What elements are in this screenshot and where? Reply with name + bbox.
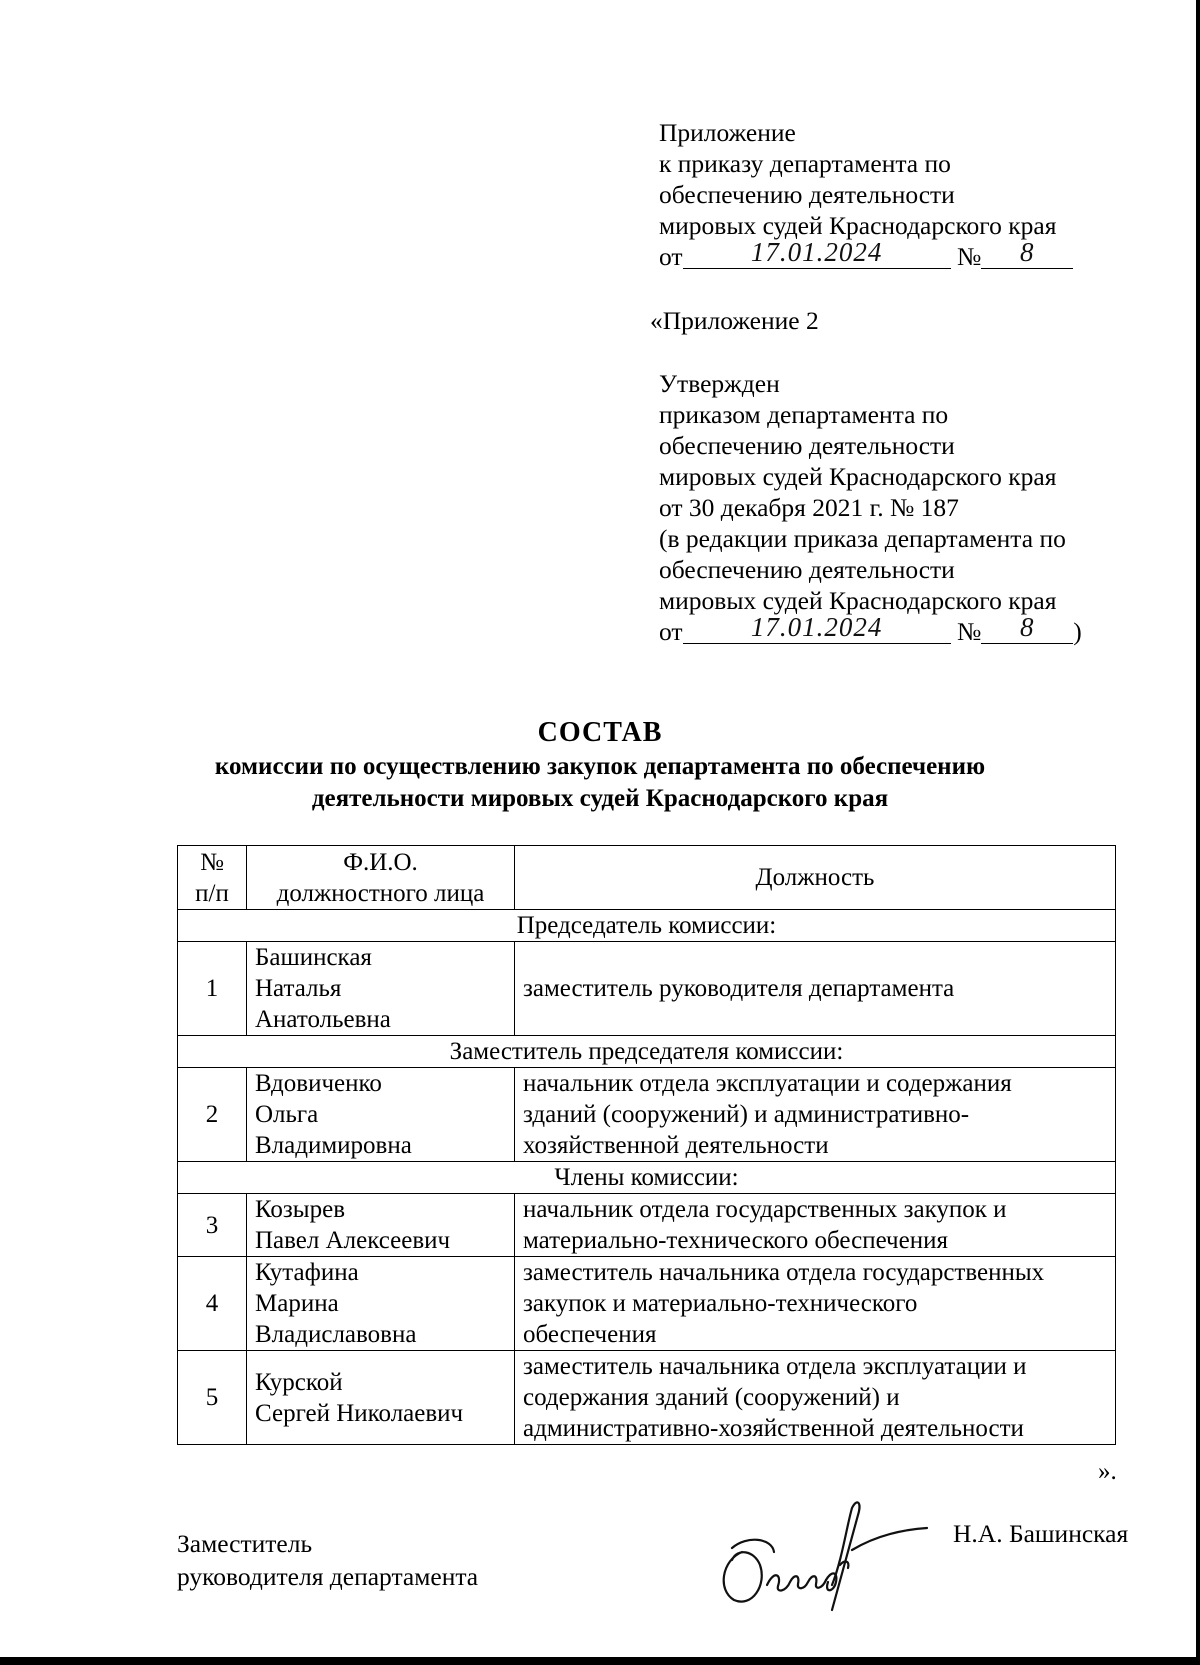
position-line: содержания зданий (сооружений) и: [523, 1384, 900, 1411]
annex2-label: «Приложение 2: [650, 306, 819, 335]
number-field: [981, 237, 1073, 269]
position-line: начальник отдела эксплуатации и содержания: [523, 1070, 1012, 1097]
name-line: Ольга: [255, 1101, 319, 1128]
approval-line: мировых судей Краснодарского края: [659, 586, 1057, 615]
number-prefix: №: [956, 617, 982, 646]
signatory-title-line1: Заместитель: [177, 1529, 313, 1558]
position-line: обеспечения: [523, 1321, 657, 1348]
number-field: [981, 612, 1073, 644]
table-row: [178, 1068, 1116, 1162]
date-prefix: от: [659, 617, 683, 646]
position-line: материально-технического обеспечения: [523, 1227, 948, 1254]
handwritten-signature: [712, 1490, 942, 1615]
closing-paren: ): [1073, 617, 1082, 646]
closing-quote: ».: [1098, 1458, 1117, 1485]
handwritten-number: 8: [1020, 237, 1035, 267]
position-line: зданий (сооружений) и административно-: [523, 1101, 970, 1128]
approval-line: (в редакции приказа департамента по: [659, 524, 1066, 553]
approval-line: обеспечению деятельности: [659, 555, 955, 584]
name-line: Вдовиченко: [255, 1070, 382, 1097]
signatory-title-line2: руководителя департамента: [177, 1562, 479, 1591]
table-row: [178, 1194, 1116, 1257]
document-subtitle-line2: деятельности мировых судей Краснодарского края: [311, 785, 889, 812]
name-line: Анатольевна: [255, 1006, 391, 1033]
member-position: [515, 1068, 1116, 1162]
number-prefix: №: [956, 242, 982, 271]
row-number: 4: [178, 1257, 247, 1351]
annex-line: Приложение: [659, 118, 796, 147]
position-line: начальник отдела государственных закупок и: [523, 1196, 1007, 1223]
date-field: [683, 612, 951, 644]
position-line: заместитель начальника отдела государственных: [523, 1259, 1045, 1286]
document-subtitle-line1: комиссии по осуществлению закупок департамента по обеспечению: [214, 753, 986, 780]
name-line: Курской: [255, 1368, 343, 1396]
approval-line: мировых судей Краснодарского края: [659, 462, 1057, 491]
position-line: административно-хозяйственной деятельности: [523, 1415, 1024, 1442]
member-name: [247, 1194, 515, 1257]
handwritten-number: 8: [1020, 612, 1035, 642]
handwritten-date: 17.01.2024: [750, 237, 883, 267]
row-number: 1: [178, 942, 247, 1036]
member-name: [247, 1257, 515, 1351]
name-line: Сергей Николаевич: [255, 1399, 464, 1427]
header-name: [247, 846, 515, 910]
section-title: Председатель комиссии:: [178, 910, 1116, 942]
date-field: [683, 237, 951, 269]
table-row: [178, 942, 1116, 1036]
position-line: закупок и материально-технического: [523, 1290, 918, 1317]
section-row: [178, 910, 1116, 942]
table-row: [178, 1257, 1116, 1351]
section-title: Заместитель председателя комиссии:: [178, 1036, 1116, 1068]
approval-date-row: [659, 612, 1082, 647]
page-edge-right: [1196, 0, 1200, 1665]
annex-line: мировых судей Краснодарского края: [659, 211, 1057, 240]
position-line: заместитель начальника отдела эксплуатации и: [523, 1353, 1027, 1380]
handwritten-date: 17.01.2024: [750, 612, 883, 642]
approval-line: приказом департамента по: [659, 400, 949, 429]
member-name: [247, 942, 515, 1036]
annex-header: [659, 117, 1073, 272]
row-number: 3: [178, 1194, 247, 1257]
header-num-line1: №: [200, 848, 224, 876]
member-position: [515, 1257, 1116, 1351]
header-name-line1: Ф.И.О.: [343, 848, 418, 876]
document-title: СОСТАВ: [537, 717, 663, 748]
signatory-title: [177, 1527, 478, 1593]
name-line: Башинская: [255, 944, 372, 971]
signatory-name: Н.А. Башинская: [953, 1519, 1129, 1548]
name-line: Кутафина: [255, 1259, 359, 1286]
approval-block: [659, 368, 1082, 647]
header-num-line2: п/п: [195, 879, 229, 907]
section-title: Члены комиссии:: [178, 1162, 1116, 1194]
header-name-line2: должностного лица: [276, 879, 485, 907]
approval-line: обеспечению деятельности: [659, 431, 955, 460]
name-line: Владиславовна: [255, 1321, 417, 1348]
member-position: [515, 1351, 1116, 1445]
name-line: Марина: [255, 1290, 339, 1317]
annex-line: к приказу департамента по: [659, 149, 951, 178]
section-row: [178, 1162, 1116, 1194]
member-position: [515, 942, 1116, 1036]
approval-line: Утвержден: [659, 369, 780, 398]
section-row: [178, 1036, 1116, 1068]
name-line: Козырев: [255, 1196, 346, 1223]
page-edge-bottom: [0, 1657, 1200, 1665]
annex-line: обеспечению деятельности: [659, 180, 955, 209]
row-number: 5: [178, 1351, 247, 1445]
member-position: [515, 1194, 1116, 1257]
table-header-row: [178, 846, 1116, 910]
position-line: заместитель руководителя департамента: [523, 975, 955, 1002]
row-number: 2: [178, 1068, 247, 1162]
member-name: [247, 1068, 515, 1162]
name-line: Наталья: [255, 975, 342, 1002]
position-line: хозяйственной деятельности: [523, 1132, 829, 1159]
annex-date-row: [659, 237, 1073, 272]
annex2-title: [650, 305, 819, 336]
name-line: Владимировна: [255, 1132, 412, 1159]
commission-table: [177, 845, 1116, 1445]
name-line: Павел Алексеевич: [255, 1227, 451, 1254]
header-position: Должность: [515, 846, 1116, 910]
date-prefix: от: [659, 242, 683, 271]
table-row: [178, 1351, 1116, 1445]
approval-line: от 30 декабря 2021 г. № 187: [659, 493, 959, 522]
header-num: [178, 846, 247, 910]
member-name: [247, 1351, 515, 1445]
